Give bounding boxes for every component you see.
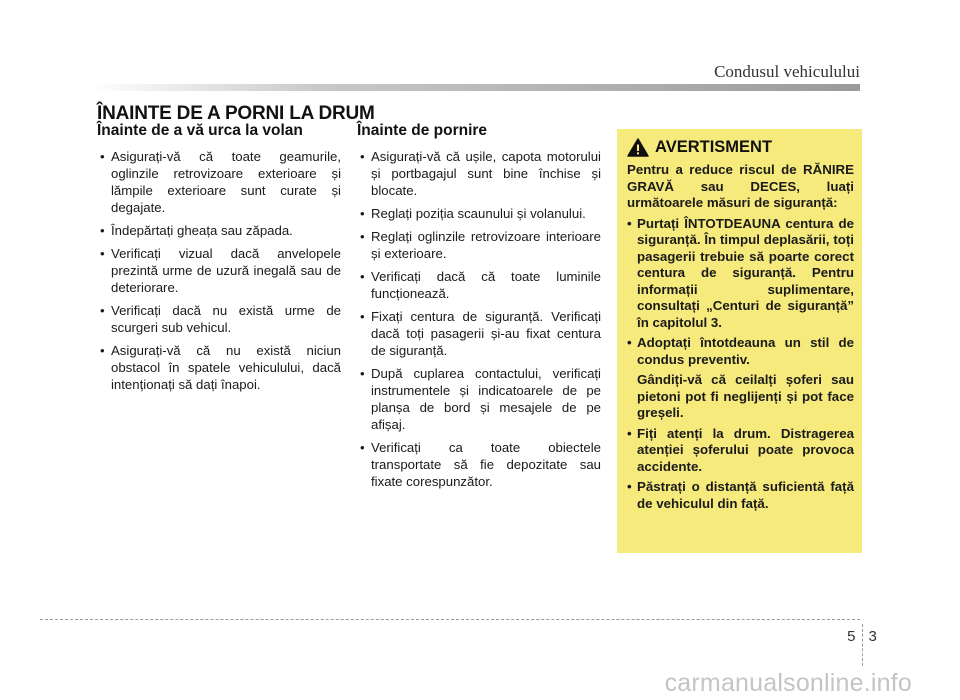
list-item: • După cuplarea contactului, verificați instrumentele și indicatoarele de pe planșa de bord și mesajele de pe afișaj. [360,366,601,432]
watermark: carmanualsonline.info [664,669,912,697]
list-item: • Păstrați o distanță suficientă față de vehiculul din față. [627,479,854,511]
warning-box [617,129,862,553]
warning-intro: Pentru a reduce riscul de RĂNIRE GRAVĂ sau DECES, luați următoarele măsuri de siguranță: [627,162,854,210]
warning-title: AVERTISMENT [655,138,773,156]
header-rule [90,84,860,91]
column2-list [357,148,601,490]
list-item: • Adoptați întotdeauna un stil de condus preventiv. [627,335,854,367]
list-item: • Îndepărtați gheața sau zăpada. [100,223,293,238]
column2-heading: Înainte de pornire [357,122,488,139]
list-item: • Fixați centura de siguranță. Verificați dacă toți pasagerii și-au fixat centura de siguranță. [360,309,601,358]
page-number [842,624,882,648]
column-before-starting [357,122,601,496]
list-item: • Asigurați-vă că ușile, capota motorului și portbagajul sunt bine închise și blocate. [360,149,601,198]
warning-list-2 [627,426,854,513]
list-item: • Reglați poziția scaunului și volanului. [360,206,586,221]
warning-triangle-icon [627,138,649,157]
list-item: • Asigurați-vă că toate geamurile, oglinzile retrovizoare exterioare și lămpile exterioare sunt curate și degajate. [100,149,341,215]
column-before-getting-in [97,122,341,399]
column1-heading: Înainte de a vă urca la volan [97,122,303,139]
list-item: • Purtați ÎNTOTDEAUNA centura de siguranță. În timpul deplasării, toți pasagerii trebuie să poarte corect centura de siguranță. Pentru informații suplimentare, consultați „Centuri de siguranță” în capitolul 3. [627,215,854,330]
warning-header [627,138,854,157]
section-title: ÎNAINTE DE A PORNI LA DRUM [97,103,375,124]
list-item: • Verificați vizual dacă anvelopele prezintă urme de uzură inegală sau de deteriorare. [100,246,341,295]
column1-list [97,148,341,393]
list-item: • Reglați oglinzile retrovizoare interioare și exterioare. [360,229,601,261]
warning-list [627,216,854,369]
page-index: 3 [868,627,877,645]
list-item: • Verificați ca toate obiectele transportate să fie depozitate sau fixate corespunzător. [360,440,601,489]
page-separator [862,624,863,666]
list-item: • Fiți atenți la drum. Distragerea atenției șoferului poate provoca accidente. [627,425,854,474]
list-item: • Verificați dacă că toate luminile funcționează. [360,269,601,301]
warning-note: Gândiți-vă că ceilalți șoferi sau pietoni pot fi neglijenți și pot face greșeli. [637,372,854,420]
list-item: • Verificați dacă nu există urme de scurgeri sub vehicul. [100,303,341,335]
chapter-title: Condusul vehiculului [714,62,860,81]
footer-rule [40,619,860,620]
list-item: • Asigurați-vă că nu există niciun obstacol în spatele vehiculului, dacă intenționați să dați înapoi. [100,343,341,392]
page-chapter: 5 [847,627,856,645]
